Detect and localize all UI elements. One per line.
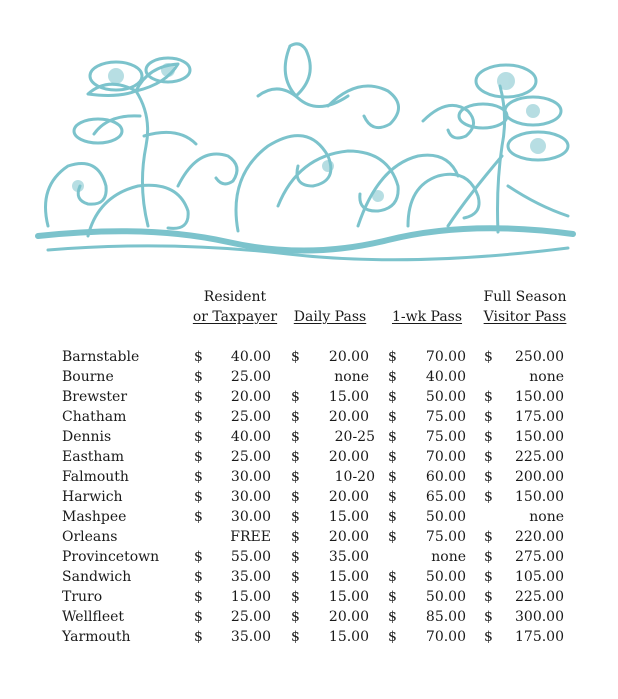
header-daily: [290, 307, 370, 327]
dollar-sign: $: [388, 589, 397, 605]
table-row: [0, 587, 618, 607]
week-fee: 50.00: [425, 569, 466, 585]
dollar-sign: $: [194, 449, 203, 465]
town-name: Sandwich: [62, 569, 132, 585]
dollar-sign: $: [484, 409, 493, 425]
header-season-line2: Visitor Pass: [483, 309, 567, 325]
dollar-sign: $: [484, 449, 493, 465]
week-fee: 50.00: [425, 389, 466, 405]
town-name: Orleans: [62, 529, 118, 545]
table-row: [0, 387, 618, 407]
week-fee: 75.00: [425, 409, 466, 425]
dollar-sign: $: [388, 409, 397, 425]
town-name: Mashpee: [62, 509, 127, 525]
town-name: Eastham: [62, 449, 125, 465]
table-row: [0, 347, 618, 367]
daily-fee: 20.00: [328, 449, 369, 465]
dollar-sign: $: [484, 389, 493, 405]
season-fee: 200.00: [515, 469, 564, 485]
header-season-line1: Full Season: [483, 289, 567, 305]
week-fee: 70.00: [425, 629, 466, 645]
dollar-sign: $: [388, 489, 397, 505]
season-fee: 225.00: [515, 449, 564, 465]
dollar-sign: $: [388, 469, 397, 485]
dollar-sign: $: [388, 529, 397, 545]
header-season: [482, 287, 568, 327]
resident-fee: 55.00: [230, 549, 271, 565]
daily-fee: 20.00: [328, 609, 369, 625]
week-fee: 75.00: [425, 529, 466, 545]
header-week: [388, 307, 466, 327]
town-name: Bourne: [62, 369, 114, 385]
dollar-sign: $: [484, 589, 493, 605]
season-fee: 250.00: [515, 349, 564, 365]
dollar-sign: $: [291, 529, 300, 545]
week-fee: none: [431, 549, 466, 565]
resident-fee: 25.00: [230, 449, 271, 465]
town-name: Barnstable: [62, 349, 140, 365]
town-name: Brewster: [62, 389, 128, 405]
dollar-sign: $: [388, 569, 397, 585]
resident-fee: 25.00: [230, 609, 271, 625]
header-resident-line2: or Taxpayer: [192, 309, 278, 325]
dollar-sign: $: [194, 489, 203, 505]
daily-fee: 20-25: [334, 429, 375, 445]
dollar-sign: $: [194, 389, 203, 405]
resident-fee: 35.00: [230, 629, 271, 645]
daily-fee: 10-20: [334, 469, 375, 485]
week-fee: 50.00: [425, 509, 466, 525]
resident-fee: FREE: [230, 529, 271, 545]
season-fee: 150.00: [515, 489, 564, 505]
dollar-sign: $: [388, 349, 397, 365]
dollar-sign: $: [291, 389, 300, 405]
dollar-sign: $: [291, 469, 300, 485]
dollar-sign: $: [194, 569, 203, 585]
rococo-foliage-ornament-icon: [28, 36, 584, 268]
daily-fee: 15.00: [328, 569, 369, 585]
dollar-sign: $: [388, 389, 397, 405]
week-fee: 65.00: [425, 489, 466, 505]
week-fee: 60.00: [425, 469, 466, 485]
season-fee: 150.00: [515, 429, 564, 445]
season-fee: 300.00: [515, 609, 564, 625]
table-row: [0, 547, 618, 567]
dollar-sign: $: [484, 529, 493, 545]
dollar-sign: $: [291, 509, 300, 525]
dollar-sign: $: [194, 609, 203, 625]
dollar-sign: $: [291, 549, 300, 565]
daily-fee: 20.00: [328, 529, 369, 545]
dollar-sign: $: [388, 509, 397, 525]
pass-fee-table: [0, 347, 618, 647]
dollar-sign: $: [484, 569, 493, 585]
header-daily-label: Daily Pass: [293, 309, 367, 325]
resident-fee: 40.00: [230, 429, 271, 445]
dollar-sign: $: [194, 429, 203, 445]
table-row: [0, 427, 618, 447]
week-fee: 40.00: [425, 369, 466, 385]
dollar-sign: $: [388, 429, 397, 445]
season-fee: none: [529, 509, 564, 525]
dollar-sign: $: [291, 569, 300, 585]
table-row: [0, 607, 618, 627]
week-fee: 85.00: [425, 609, 466, 625]
daily-fee: 20.00: [328, 409, 369, 425]
daily-fee: 20.00: [328, 489, 369, 505]
table-row: [0, 487, 618, 507]
season-fee: 225.00: [515, 589, 564, 605]
resident-fee: 20.00: [230, 389, 271, 405]
town-name: Harwich: [62, 489, 123, 505]
dollar-sign: $: [194, 589, 203, 605]
daily-fee: 35.00: [328, 549, 369, 565]
dollar-sign: $: [388, 369, 397, 385]
dollar-sign: $: [194, 349, 203, 365]
resident-fee: 30.00: [230, 509, 271, 525]
resident-fee: 25.00: [230, 409, 271, 425]
dollar-sign: $: [291, 429, 300, 445]
week-fee: 70.00: [425, 349, 466, 365]
town-name: Wellfleet: [62, 609, 125, 625]
season-fee: 150.00: [515, 389, 564, 405]
town-name: Provincetown: [62, 549, 160, 565]
dollar-sign: $: [291, 489, 300, 505]
dollar-sign: $: [484, 609, 493, 625]
dollar-sign: $: [484, 429, 493, 445]
dollar-sign: $: [194, 509, 203, 525]
dollar-sign: $: [291, 449, 300, 465]
dollar-sign: $: [194, 409, 203, 425]
resident-fee: 35.00: [230, 569, 271, 585]
dollar-sign: $: [484, 489, 493, 505]
season-fee: 275.00: [515, 549, 564, 565]
dollar-sign: $: [484, 469, 493, 485]
dollar-sign: $: [291, 589, 300, 605]
dollar-sign: $: [291, 609, 300, 625]
season-fee: 175.00: [515, 629, 564, 645]
week-fee: 75.00: [425, 429, 466, 445]
dollar-sign: $: [484, 629, 493, 645]
header-week-label: 1-wk Pass: [391, 309, 463, 325]
daily-fee: 15.00: [328, 389, 369, 405]
resident-fee: 30.00: [230, 489, 271, 505]
dollar-sign: $: [194, 369, 203, 385]
dollar-sign: $: [388, 449, 397, 465]
daily-fee: 15.00: [328, 629, 369, 645]
week-fee: 70.00: [425, 449, 466, 465]
dollar-sign: $: [388, 609, 397, 625]
header-resident: [190, 287, 280, 327]
daily-fee: 20.00: [328, 349, 369, 365]
town-name: Dennis: [62, 429, 112, 445]
resident-fee: 25.00: [230, 369, 271, 385]
header-resident-line1: Resident: [203, 289, 267, 305]
resident-fee: 40.00: [230, 349, 271, 365]
resident-fee: 30.00: [230, 469, 271, 485]
town-name: Falmouth: [62, 469, 129, 485]
table-row: [0, 407, 618, 427]
table-row: [0, 447, 618, 467]
table-row: [0, 627, 618, 647]
season-fee: none: [529, 369, 564, 385]
season-fee: 175.00: [515, 409, 564, 425]
table-row: [0, 567, 618, 587]
table-row: [0, 467, 618, 487]
dollar-sign: $: [291, 349, 300, 365]
dollar-sign: $: [291, 629, 300, 645]
daily-fee: none: [334, 369, 369, 385]
week-fee: 50.00: [425, 589, 466, 605]
season-fee: 105.00: [515, 569, 564, 585]
dollar-sign: $: [291, 409, 300, 425]
town-name: Truro: [62, 589, 103, 605]
dollar-sign: $: [388, 629, 397, 645]
dollar-sign: $: [194, 629, 203, 645]
dollar-sign: $: [194, 469, 203, 485]
daily-fee: 15.00: [328, 589, 369, 605]
season-fee: 220.00: [515, 529, 564, 545]
table-row: [0, 367, 618, 387]
dollar-sign: $: [484, 549, 493, 565]
town-name: Yarmouth: [62, 629, 131, 645]
dollar-sign: $: [484, 349, 493, 365]
resident-fee: 15.00: [230, 589, 271, 605]
dollar-sign: $: [194, 549, 203, 565]
town-name: Chatham: [62, 409, 127, 425]
table-row: [0, 507, 618, 527]
daily-fee: 15.00: [328, 509, 369, 525]
table-row: [0, 527, 618, 547]
